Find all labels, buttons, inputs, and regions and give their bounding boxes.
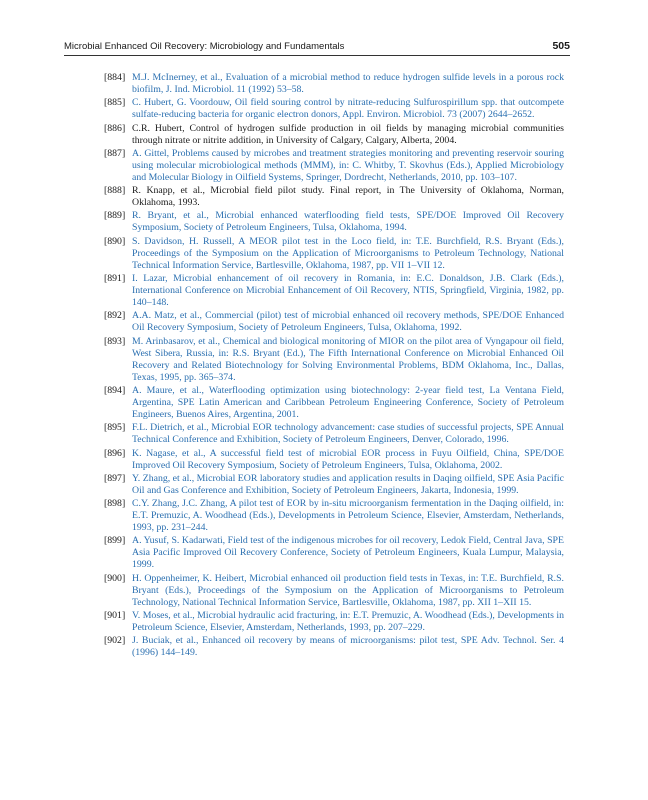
reference-number: [895] (104, 422, 126, 434)
reference-text[interactable]: M.J. McInerney, et al., Evaluation of a microbial method to reduce hydrogen sulfide levels in a porous rock biofilm, J. Ind. Microbiol. 11 (1992) 53–58. (132, 72, 564, 95)
reference-item (104, 148, 564, 184)
reference-item (104, 336, 564, 384)
reference-number: [890] (104, 235, 126, 247)
reference-text[interactable]: C.Y. Zhang, J.C. Zhang, A pilot test of EOR by in-situ microorganism fermentation in the Daqing oilfield, in: E.T. Premuzic, A. Woodhead (Eds.), Developments in Petroleum Science, Elsevier, Amsterdam, Netherlands, 1993, pp. 231–244. (132, 498, 564, 534)
reference-number: [898] (104, 498, 126, 510)
reference-item (104, 448, 564, 472)
reference-number: [893] (104, 335, 126, 347)
reference-number: [886] (104, 122, 126, 134)
page-number: 505 (552, 40, 570, 52)
reference-text[interactable]: A. Yusuf, S. Kadarwati, Field test of the indigenous microbes for oil recovery, Ledok Field, Central Java, SPE Asia Pacific Improved Oil Recovery Conference, Society of Petroleum Engineers, Kuala Lumpur, Malaysia, 1999. (132, 535, 564, 571)
reference-item (104, 610, 564, 634)
reference-item (104, 273, 564, 309)
reference-text[interactable]: M. Arinbasarov, et al., Chemical and biological monitoring of MIOR on the pilot area of Vyngapour oil field, West Sibera, Russia, in: R.S. Bryant (Ed.), The Fifth International Conference on Microbial Enhanced Oil Recovery and Related Biotechnology for Solving Environmental Problems, BDM Oklahoma, Inc., Dallas, Texas, 1995, pp. 365–374. (132, 335, 564, 383)
reference-item (104, 185, 564, 209)
reference-number: [894] (104, 384, 126, 396)
reference-text[interactable]: A.A. Matz, et al., Commercial (pilot) test of microbial enhanced oil recovery methods, SPE/DOE Enhanced Oil Recovery Symposium, Society of Petroleum Engineers, Tulsa, Oklahoma, 1992. (132, 310, 564, 334)
reference-item (104, 498, 564, 534)
reference-item (104, 535, 564, 571)
reference-item (104, 210, 564, 234)
reference-item (104, 236, 564, 272)
reference-text: C.R. Hubert, Control of hydrogen sulfide production in oil fields by managing microbial communities through nitrate or nitrite addition, in University of Calgary, Calgary, Alberta, 2004. (132, 122, 564, 146)
reference-item (104, 422, 564, 446)
reference-number: [900] (104, 572, 126, 584)
reference-number: [885] (104, 97, 126, 109)
reference-list (104, 72, 564, 661)
reference-text[interactable]: K. Nagase, et al., A successful field test of microbial EOR process in Fuyu Oilfield, China, SPE/DOE Improved Oil Recovery Symposium, Society of Petroleum Engineers, Tulsa, Oklahoma, 2002. (132, 447, 564, 471)
reference-text: R. Knapp, et al., Microbial field pilot study. Final report, in The University of Oklahoma, Norman, Oklahoma, 1993. (132, 185, 564, 209)
reference-text[interactable]: H. Oppenheimer, K. Heibert, Microbial enhanced oil production field tests in Texas, in: T.E. Burchfield, R.S. Bryant (Eds.), Proceedings of the Symposium on the Application of Microorganisms to Petroleum Technology, National Technical Information Service, Bartlesville, Oklahoma, 1987, pp. XII 1–XII 15. (132, 572, 564, 608)
reference-item (104, 72, 564, 96)
reference-item (104, 123, 564, 147)
reference-text[interactable]: F.L. Dietrich, et al., Microbial EOR technology advancement: case studies of successful projects, SPE Annual Technical Conference and Exhibition, Society of Petroleum Engineers, Denver, Colorado, 1996. (132, 422, 564, 446)
reference-number: [891] (104, 273, 126, 285)
reference-item (104, 573, 564, 609)
reference-text[interactable]: A. Gittel, Problems caused by microbes and treatment strategies monitoring and preventing reservoir souring using molecular microbiological methods (MMM), in: C. Whitby, T. Skovhus (Eds.), Applied Microbiology and Molecular Biology in Oilfield Systems, Springer, Dordrecht, Netherlands, 2010, pp. 103–107. (132, 147, 564, 183)
running-header (64, 40, 570, 56)
reference-text[interactable]: A. Maure, et al., Waterflooding optimization using biotechnology: 2-year field test, La Ventana Field, Argentina, SPE Latin American and Caribbean Petroleum Engineering Conference, Society of Petroleum Engineers, Buenos Aires, Argentina, 2001. (132, 384, 564, 420)
reference-text[interactable]: Y. Zhang, et al., Microbial EOR laboratory studies and application results in Daqing oilfield, SPE Asia Pacific Oil and Gas Conference and Exhibition, Society of Petroleum Engineers, Jakarta, Indonesia, 1999. (132, 472, 564, 496)
reference-text[interactable]: V. Moses, et al., Microbial hydraulic acid fracturing, in: E.T. Premuzic, A. Woodhead (Eds.), Developments in Petroleum Science, Elsevier, Amsterdam, Netherlands, 1993, pp. 207–229. (132, 610, 564, 634)
reference-text[interactable]: J. Buciak, et al., Enhanced oil recovery by means of microorganisms: pilot test, SPE Adv. Technol. Ser. 4 (1996) 144–149. (132, 635, 564, 659)
running-title: Microbial Enhanced Oil Recovery: Microbiology and Fundamentals (64, 41, 345, 52)
reference-item (104, 310, 564, 334)
reference-text[interactable]: I. Lazar, Microbial enhancement of oil recovery in Romania, in: E.C. Donaldson, J.B. Clark (Eds.), International Conference on Microbial Enhancement of Oil Recovery, NTIS, Springfield, Virginia, 1982, pp. 140–148. (132, 273, 564, 309)
reference-number: [897] (104, 472, 126, 484)
reference-number: [889] (104, 210, 126, 222)
reference-text[interactable]: S. Davidson, H. Russell, A MEOR pilot test in the Loco field, in: T.E. Burchfield, R.S. Bryant (Eds.), Proceedings of the Symposium on the Application of Microorganisms to Petroleum Technology, National Technical Information Service, Bartlesville, Oklahoma, 1987, pp. VII 1–VII 12. (132, 235, 564, 271)
reference-text[interactable]: R. Bryant, et al., Microbial enhanced waterflooding field tests, SPE/DOE Improved Oil Recovery Symposium, Society of Petroleum Engineers, Tulsa, Oklahoma, 1994. (132, 210, 564, 234)
reference-number: [899] (104, 535, 126, 547)
reference-item (104, 635, 564, 659)
reference-text[interactable]: C. Hubert, G. Voordouw, Oil field souring control by nitrate-reducing Sulfurospirillum spp. that outcompete sulfate-reducing bacteria for organic electron donors, Appl. Environ. Microbiol. 73 (2007) 2644–2652. (132, 97, 564, 121)
reference-number: [896] (104, 447, 126, 459)
reference-number: [902] (104, 635, 126, 647)
reference-number: [901] (104, 610, 126, 622)
reference-number: [884] (104, 72, 126, 83)
reference-item (104, 97, 564, 121)
reference-number: [887] (104, 147, 126, 159)
reference-item (104, 473, 564, 497)
reference-item (104, 385, 564, 421)
reference-number: [888] (104, 185, 126, 197)
reference-number: [892] (104, 310, 126, 322)
